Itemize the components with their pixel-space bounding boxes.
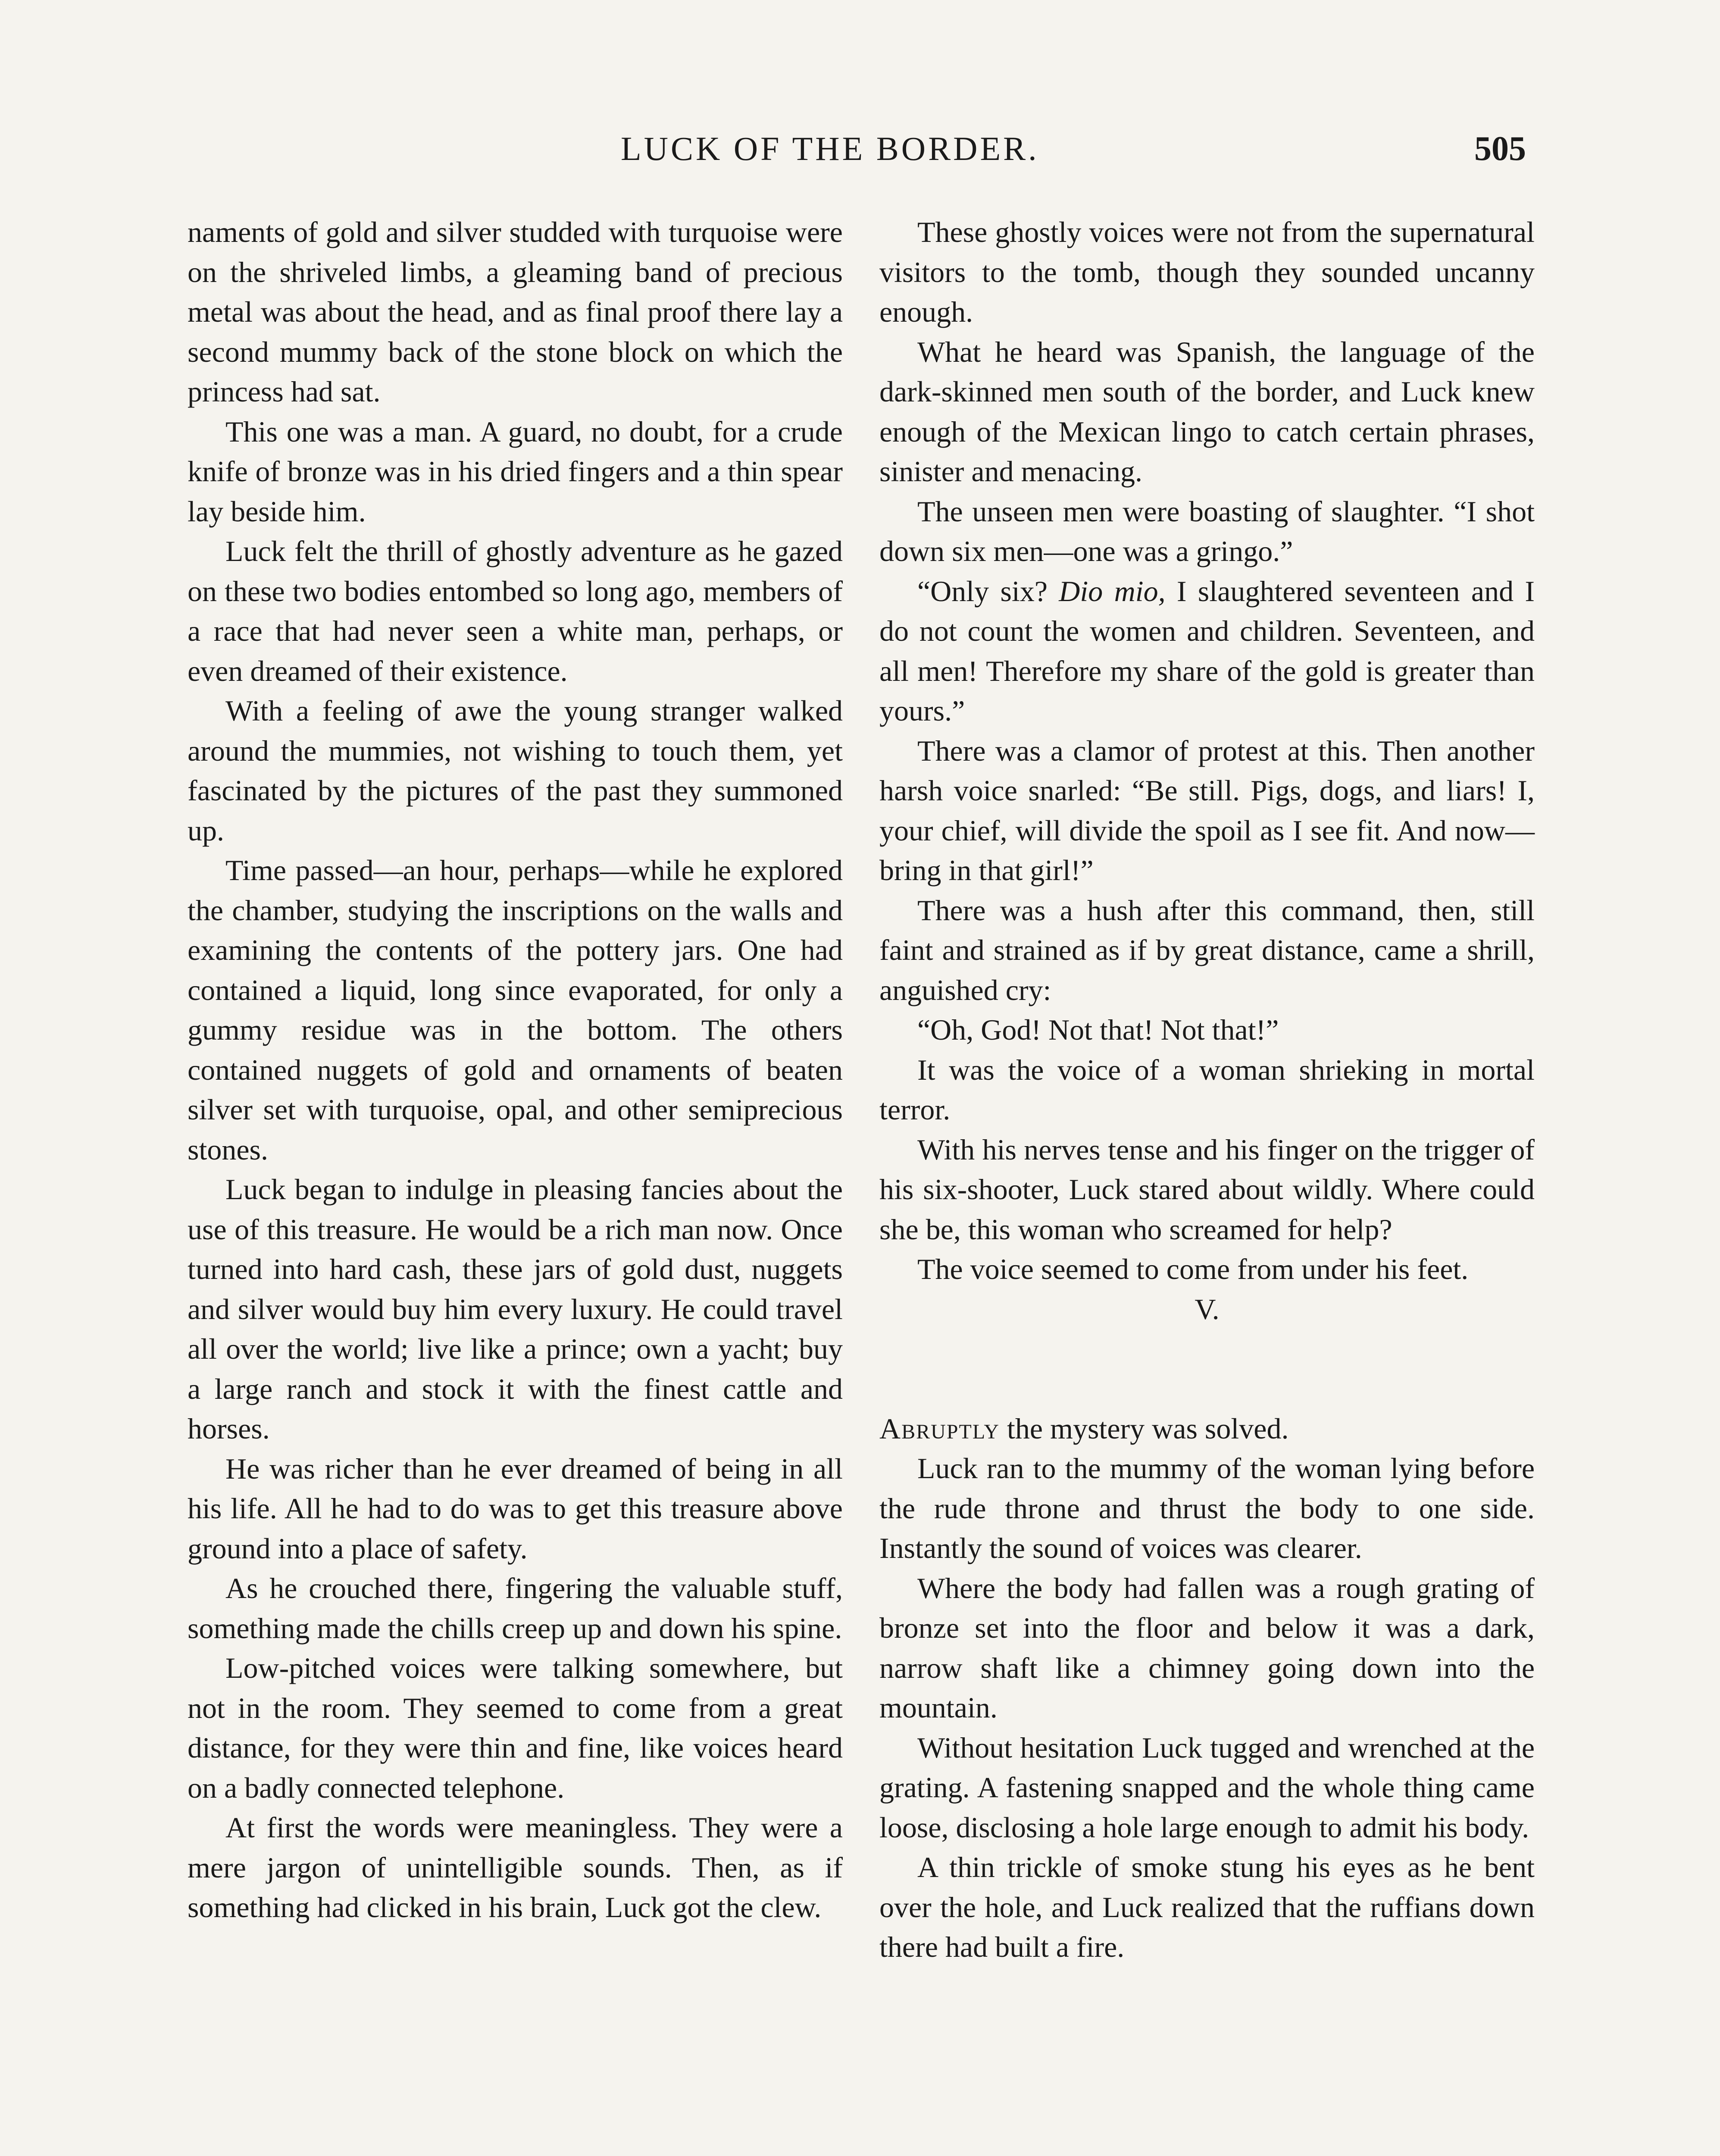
paragraph-only-six	[879, 571, 1535, 731]
paragraph: Luck ran to the mummy of the woman lying before the rude throne and thrust the body to one side. Instantly the sound of voices was clearer.	[879, 1452, 1535, 1564]
paragraph: Low-pitched voices were talking somewhere, but not in the room. They seemed to come from a great distance, for they were thin and fine, like voices heard on a badly connected telephone.	[188, 1651, 843, 1804]
quote-text: I slaughtered seventeen and I do not count the women and children. Seventeen, and all men! Therefore my share of the gold is greater than yours.”	[879, 574, 1535, 727]
paragraph: It was the voice of a woman shrieking in mortal terror.	[879, 1053, 1535, 1126]
paragraph: At first the words were meaningless. They were a mere jargon of unintelligible sounds. Then, as if something had clicked in his brain, Luck got the clew.	[188, 1811, 843, 1924]
running-header	[0, 129, 1720, 181]
paragraph: Time passed—an hour, perhaps—while he explored the chamber, studying the inscriptions on the walls and examining the contents of the pottery jars. One had contained a liquid, long since evaporated, for only a gummy residue was in the bottom. The others contained nuggets of gold and ornaments of beaten silver set with turquoise, opal, and other semiprecious stones.	[188, 854, 843, 1166]
quote-text: “Only six?	[917, 574, 1059, 608]
paragraph: There was a hush after this command, then, still faint and strained as if by great distance, came a shrill, anguished cry:	[879, 893, 1535, 1006]
section-heading: V.	[1195, 1292, 1220, 1326]
paragraph: naments of gold and silver studded with turquoise were on the shriveled limbs, a gleaming band of precious metal was about the head, and as final proof there lay a second mummy back of the stone block on which the princess had sat.	[188, 216, 843, 408]
paragraph: With a feeling of awe the young stranger walked around the mummies, not wishing to touch them, yet fascinated by the pictures of the past they summoned up.	[188, 694, 843, 847]
left-column	[188, 212, 843, 1927]
paragraph: There was a clamor of protest at this. Then another harsh voice snarled: “Be still. Pigs, dogs, and liars! I, your chief, will divide the spoil as I see fit. And now—bring in that girl!”	[879, 734, 1535, 887]
paragraph: He was richer than he ever dreamed of being in all his life. All he had to do was to get this treasure above ground into a place of safety.	[188, 1452, 843, 1565]
paragraph: A thin trickle of smoke stung his eyes as he bent over the hole, and Luck realized that the ruffians down there had built a fire.	[879, 1851, 1535, 1963]
section-opening-paragraph	[879, 1409, 1535, 1449]
italic-phrase: Dio mio,	[1059, 574, 1166, 608]
paragraph: With his nerves tense and his finger on the trigger of his six-shooter, Luck stared about wildly. Where could she be, this woman who screamed for help?	[879, 1133, 1535, 1246]
section-opening-text: the mystery was solved.	[1000, 1412, 1289, 1445]
paragraph: Luck began to indulge in pleasing fancies about the use of this treasure. He would be a rich man now. Once turned into hard cash, these jars of gold dust, nuggets and silver would buy him every luxury. He could travel all over the world; live like a prince; own a yacht; buy a large ranch and stock it with the finest cattle and horses.	[188, 1173, 843, 1445]
section-lead-word: Abruptly	[879, 1412, 1000, 1445]
paragraph: The voice seemed to come from under his feet.	[917, 1253, 1469, 1285]
paragraph: This one was a man. A guard, no doubt, for a crude knife of bronze was in his dried fingers and a thin spear lay beside him.	[188, 415, 843, 528]
paragraph: As he crouched there, fingering the valuable stuff, something made the chills creep up and down his spine.	[188, 1572, 843, 1645]
paragraph: The unseen men were boasting of slaughter. “I shot down six men—one was a gringo.”	[879, 495, 1535, 567]
paragraph: “Oh, God! Not that! Not that!”	[917, 1013, 1279, 1046]
right-column	[879, 212, 1535, 1967]
page-number: 505	[1474, 130, 1526, 168]
paragraph: Without hesitation Luck tugged and wrenched at the grating. A fastening snapped and the whole thing came loose, disclosing a hole large enough to admit his body.	[879, 1731, 1535, 1844]
running-title: LUCK OF THE BORDER.	[621, 130, 1039, 167]
paragraph: These ghostly voices were not from the supernatural visitors to the tomb, though they sounded uncanny enough.	[879, 216, 1535, 328]
paragraph: Where the body had fallen was a rough grating of bronze set into the floor and below it was a dark, narrow shaft like a chimney going down into the mountain.	[879, 1571, 1535, 1724]
paragraph: What he heard was Spanish, the language of the dark-skinned men south of the border, and Luck knew enough of the Mexican lingo to catch certain phrases, sinister and menacing.	[879, 335, 1535, 488]
paragraph: Luck felt the thrill of ghostly adventure as he gazed on these two bodies entombed so long ago, members of a race that had never seen a white man, perhaps, or even dreamed of their existence.	[188, 535, 843, 687]
